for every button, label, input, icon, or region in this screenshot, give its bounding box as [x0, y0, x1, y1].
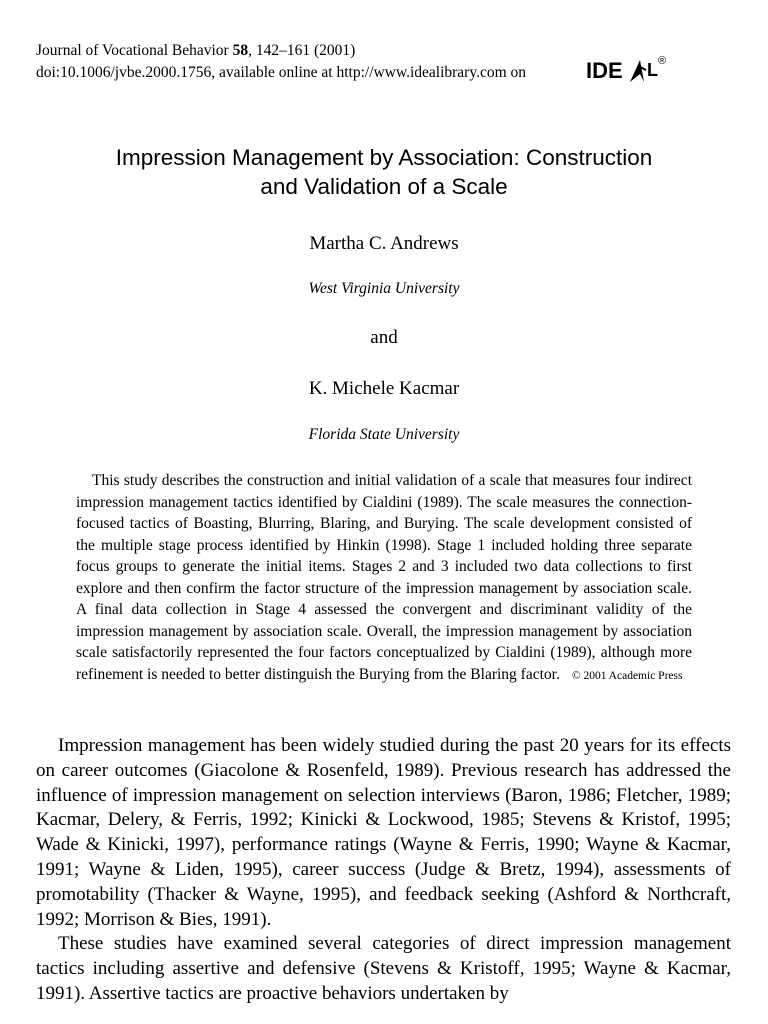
copyright-notice: © 2001 Academic Press — [571, 669, 683, 682]
title-line-1: Impression Management by Association: Construction — [115, 145, 653, 170]
paper-title — [40, 143, 728, 201]
doi-line: doi:10.1006/jvbe.2000.1756, available online at http://www.idealibrary.com on — [36, 64, 527, 81]
body-paragraph-1: Impression management has been widely studied during the past 20 years for its effects on career outcomes (Giacolone & Rosenfeld, 1989). Previous research has addressed the influence of impression management on selection interviews (Baron, 1986; Fletcher, 1989; Kacmar, Delery, & Ferris, 1992; Kinicki & Lockwood, 1985; Stevens & Kristof, 1995; Wade & Kinicki, 1997), performance ratings (Wayne & Ferris, 1990; Wayne & Kacmar, 1991; Wayne & Liden, 1995), career success (Judge & Bretz, 1994), assessments of promotability (Thacker & Wayne, 1995), and feedback seeking (Ashford & Northcraft, 1992; Morrison & Bies, 1991). — [36, 735, 731, 930]
author-1: Martha C. Andrews — [309, 233, 459, 254]
abstract-text: This study describes the construction and initial validation of a scale that measures four indirect impression management tactics identified by Cialdini (1989). The scale measures the connection-focused tactics of Boasting, Blurring, Blaring, and Burying. The scale development consisted of the multiple stage process identified by Hinkin (1998). Stage 1 included holding three separate focus groups to generate the initial items. Stages 2 and 3 included two data collections to first explore and then confirm the factor structure of the impression management by association scale. A final data collection in Stage 4 assessed the convergent and discriminant validity of the impression management by association scale. Overall, the impression management by association scale satisfactorily represented the four factors conceptualized by Cialdini (1989), although more refinement is needed to better distinguish the Burying from the Blaring factor. — [76, 472, 692, 683]
affiliation-2: Florida State University — [308, 426, 460, 443]
body-text — [36, 734, 731, 1007]
abstract — [76, 470, 692, 687]
pages-year: , 142–161 (2001) — [248, 42, 356, 59]
affiliation-1: West Virginia University — [308, 280, 460, 297]
title-line-2: and Validation of a Scale — [260, 174, 508, 199]
logo-registered-mark: ® — [658, 55, 667, 67]
author-conjunction: and — [370, 327, 398, 348]
logo-letters-ide: IDE — [586, 58, 623, 83]
ideal-logo — [586, 52, 676, 88]
ideal-logo-icon — [586, 52, 676, 88]
journal-name: Journal of Vocational Behavior — [36, 42, 229, 59]
logo-letter-l: L — [647, 60, 658, 80]
journal-volume: 58 — [232, 42, 249, 59]
body-paragraph-2: These studies have examined several categories of direct impression management tactics including assertive and defensive (Stevens & Kristoff, 1995; Wayne & Kacmar, 1991). Assertive tactics are proactive behaviors undertaken by — [36, 933, 731, 1004]
logo-a-mark — [630, 60, 644, 82]
author-2: K. Michele Kacmar — [308, 378, 460, 399]
